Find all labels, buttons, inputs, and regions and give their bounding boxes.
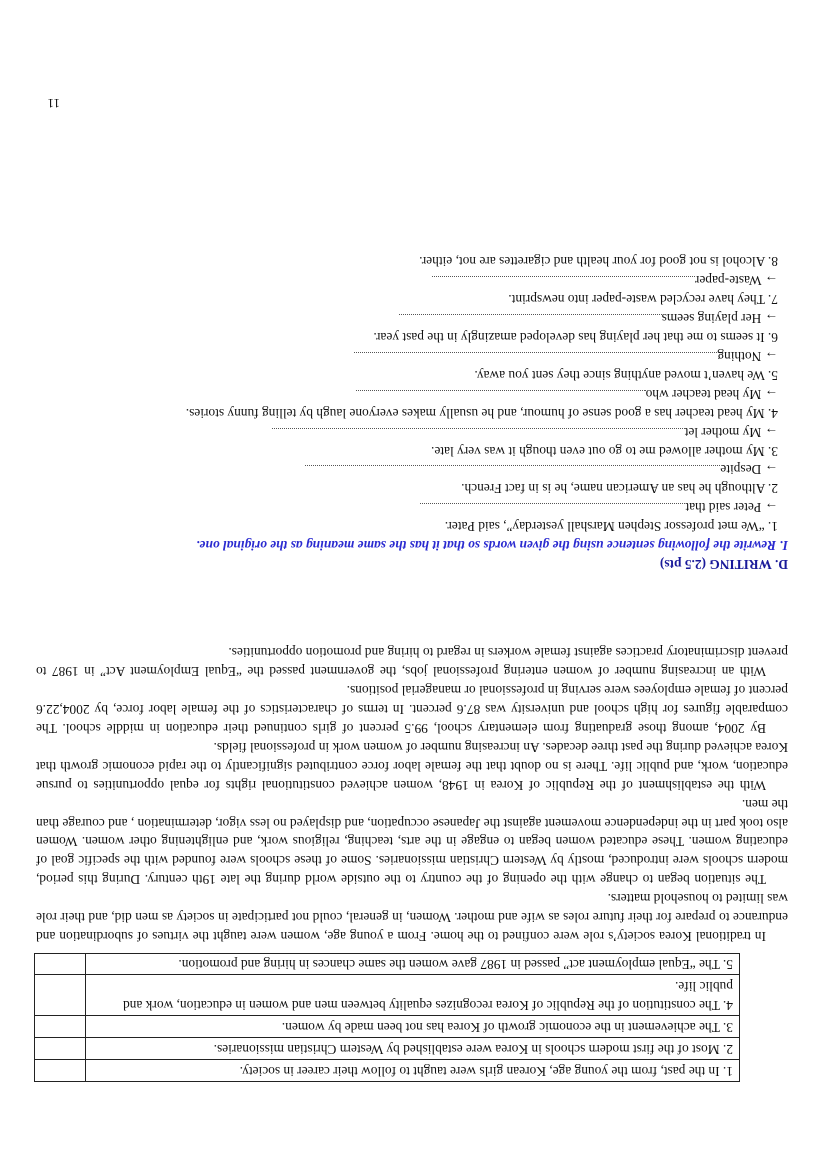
answer-prompt: → Her playing seems <box>661 311 778 327</box>
writing-question: 4. My head teacher has a good sense of humour, and he usually makes everyone laugh by telling funny stories. <box>185 405 778 421</box>
writing-section <box>36 252 788 573</box>
answer-cell[interactable] <box>35 953 86 975</box>
reading-paragraph: By 2004, among those graduating from elementary school, 99.5 percent of girls continued their education in middle school. The comparable figures for high school and university was 87.6 percent. In terms of characteristics of the female labor force, by 2004,22.6 percent of female employees were serving in professional or managerial positions. <box>36 683 788 737</box>
statement-cell: 2. Most of the first modern schools in Korea were established by Western Christian missionaries. <box>86 1038 740 1060</box>
true-false-table <box>34 953 740 1082</box>
answer-cell[interactable] <box>35 1016 86 1038</box>
answer-blank[interactable] <box>420 503 685 516</box>
writing-question: 1. “We met professor Stephen Marshall yesterday”, said Pater. <box>444 519 778 535</box>
instruction: I. Rewrite the following sentence using the given words so that it has the same meaning as the original one. <box>196 538 788 554</box>
reading-paragraph: In traditional Korea society’s role were confined to the home. From a young age, women were taught the virtues of subordination and endurance to prepare for their future roles as wife and mother. Women, in general, could not participate in society as men did, and their role was limited to household matters. <box>36 891 788 944</box>
statement-cell: 1. In the past, from the young age, Korean girls were taught to follow their career in society. <box>86 1060 740 1082</box>
answer-cell[interactable] <box>35 1060 86 1082</box>
answer-line <box>36 460 788 479</box>
reading-paragraph: With the establishment of the Republic of Korea in 1948, women achieved constitutional rights for equal opportunities to pursue education, work, and public life. There is no doubt that the female labor force contributed significantly to the rapid economic growth that Korea achieved during the past three decades. An increasing number of women work in professional fields. <box>36 739 788 793</box>
statement-cell: 4. The constitution of the Republic of Korea recognizes equality between men and women in education, work and public life. <box>86 975 740 1016</box>
statement-cell: 3. The achievement in the economic growth of Korea has not been made by women. <box>86 1016 740 1038</box>
answer-line <box>36 422 788 441</box>
writing-items <box>36 252 788 536</box>
answer-prompt: → Peter said that <box>685 500 778 516</box>
table-row <box>35 953 740 975</box>
answer-prompt: → My head teacher who <box>645 386 778 402</box>
answer-prompt: → Nothing <box>717 349 778 365</box>
answer-cell[interactable] <box>35 1038 86 1060</box>
writing-question: 3. My mother allowed me to go out even though it was very late. <box>431 443 778 459</box>
answer-line <box>36 497 788 516</box>
table-row <box>35 1038 740 1060</box>
statement-cell: 5. The “Equal employment act” passed in 1987 gave women the same chances in hiring and promotion. <box>86 953 740 975</box>
answer-prompt: → Waste-paper <box>694 273 778 289</box>
answer-line <box>36 384 788 403</box>
writing-question: 2. Although he has an American name, he is in fact French. <box>461 481 778 497</box>
table-row <box>35 975 740 1016</box>
answer-blank[interactable] <box>354 352 717 365</box>
reading-paragraph: The situation began to change with the opening of the country to the outside world during the late 19th century. During this period, modern schools were introduced, mostly by Western Christian missionaries. Some of these schools were founded with the specific goal of educating women. These educated women began to engage in the arts, teaching, religious work, and enlightening other women. Women also took part in the independence movement against the Japanese occupation, and displayed no less vigor, determination , and courage than the men. <box>36 796 788 888</box>
answer-blank[interactable] <box>356 390 646 403</box>
answer-blank[interactable] <box>272 428 685 441</box>
answer-cell[interactable] <box>35 975 86 1016</box>
reading-paragraph: With an increasing number of women entering professional jobs, the government passed the “Equal Employment Act” in 1987 to prevent discriminatory practices against female workers in regard to hiring and promotion opportunities. <box>36 645 788 680</box>
page-number: 11 <box>47 96 60 111</box>
answer-blank[interactable] <box>432 276 695 289</box>
answer-prompt: → Despite <box>720 462 778 478</box>
writing-question: 6. It seems to me that her playing has developed amazingly in the past year. <box>373 330 778 346</box>
answer-prompt: → My mother let <box>684 424 778 440</box>
table-row <box>35 1016 740 1038</box>
table-row <box>35 1060 740 1082</box>
reading-passage <box>36 643 788 946</box>
answer-line <box>36 346 788 365</box>
writing-question: 5. We haven’t moved anything since they sent you away. <box>474 367 778 383</box>
answer-blank[interactable] <box>399 314 662 327</box>
answer-line <box>36 308 788 327</box>
writing-question: 7. They have recycled waste-paper into newsprint. <box>508 292 778 308</box>
section-title: D. WRITING (2.5 pts) <box>659 557 788 572</box>
writing-question: 8. Alcohol is not good for your health and cigarettes are not, either. <box>419 254 778 270</box>
answer-line <box>36 271 788 290</box>
answer-blank[interactable] <box>305 465 720 478</box>
